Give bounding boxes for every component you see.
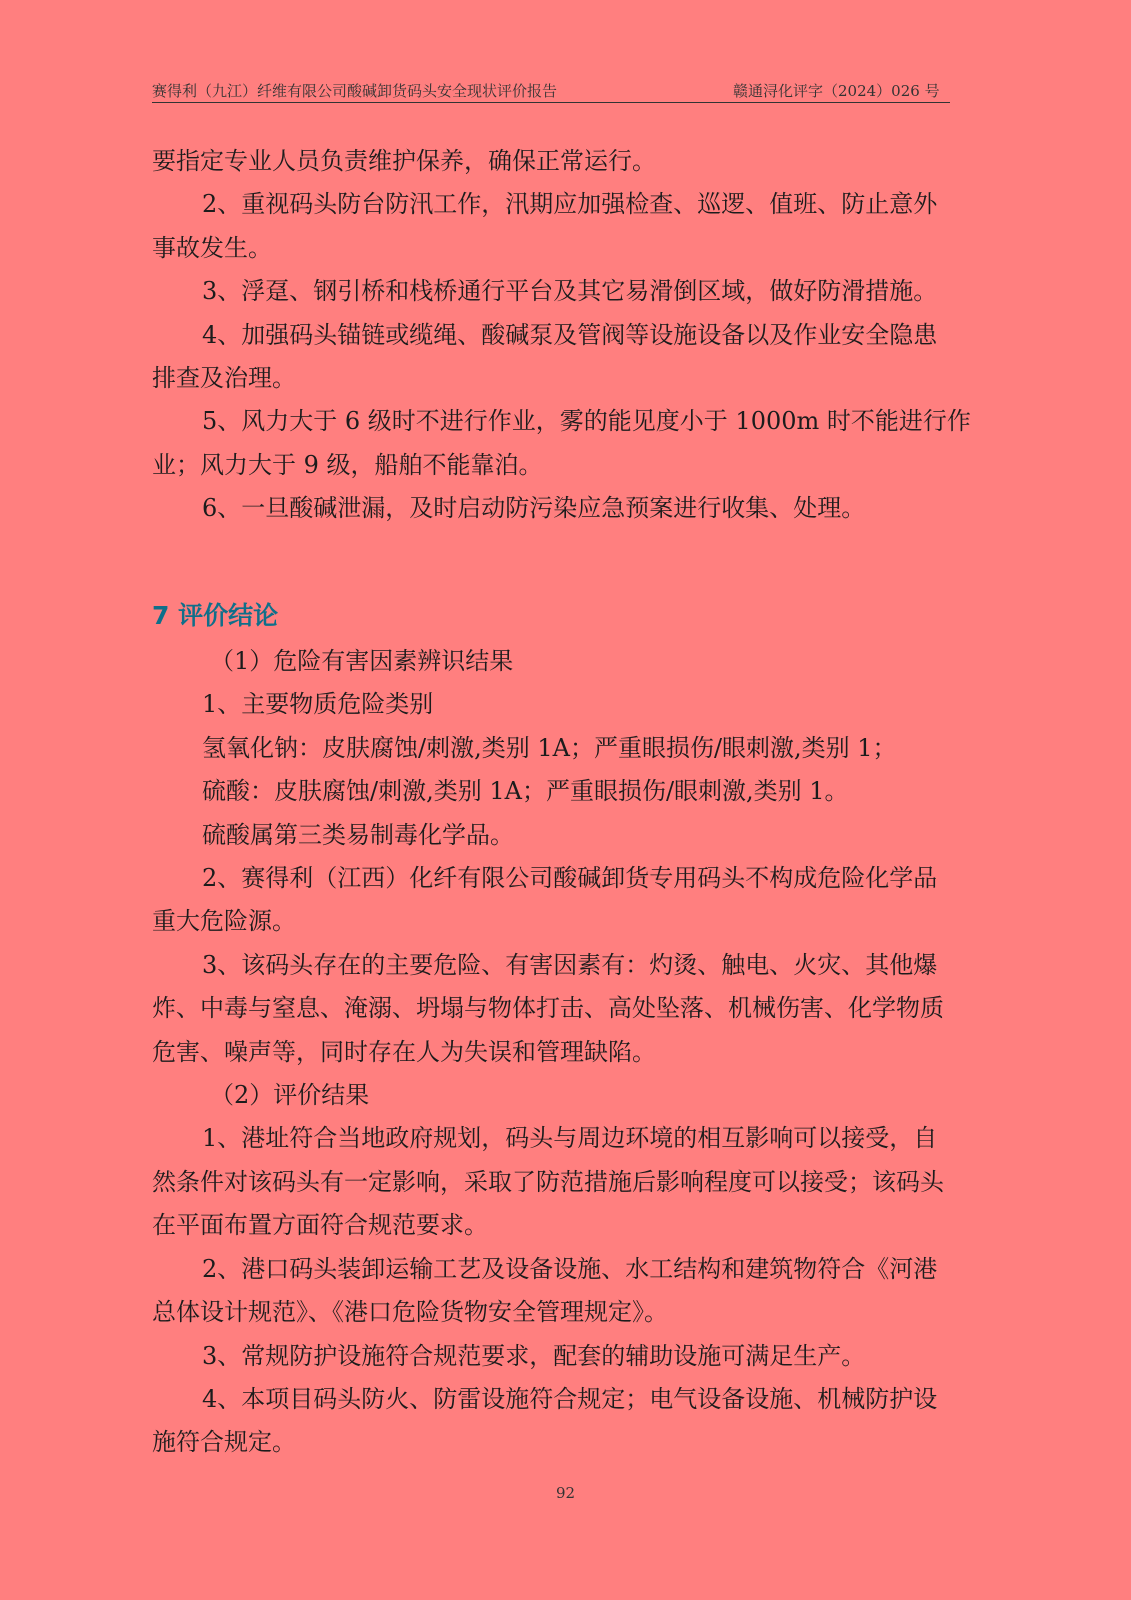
- paragraph-line: 4、加强码头锚链或缆绳、酸碱泵及管阀等设施设备以及作业安全隐患: [202, 320, 938, 349]
- paragraph-line: 4、本项目码头防火、防雷设施符合规定；电气设备设施、机械防护设: [202, 1384, 938, 1413]
- paragraph-line: 硫酸：皮肤腐蚀/刺激,类别 1A；严重眼损伤/眼刺激,类别 1。: [202, 777, 849, 806]
- paragraph-line: 要指定专业人员负责维护保养，确保正常运行。: [152, 147, 656, 175]
- paragraph-line: 炸、中毒与窒息、淹溺、坍塌与物体打击、高处坠落、机械伤害、化学物质: [152, 994, 944, 1023]
- paragraph-line: 5、风力大于 6 级时不进行作业，雾的能见度小于 1000m 时不能进行作: [202, 407, 971, 436]
- paragraph-line: 1、港址符合当地政府规划，码头与周边环境的相互影响可以接受，自: [202, 1124, 938, 1153]
- paragraph-line: 氢氧化钠：皮肤腐蚀/刺激,类别 1A；严重眼损伤/眼刺激,类别 1；: [202, 733, 897, 762]
- paragraph-line: 事故发生。: [152, 233, 272, 262]
- subsection-heading: （2）评价结果: [210, 1081, 370, 1110]
- paragraph-line: 然条件对该码头有一定影响，采取了防范措施后影响程度可以接受；该码头: [152, 1167, 944, 1196]
- paragraph-line: 2、重视码头防台防汛工作，汛期应加强检查、巡逻、值班、防止意外: [202, 190, 938, 219]
- paragraph-line: 6、一旦酸碱泄漏，及时启动防污染应急预案进行收集、处理。: [202, 494, 866, 523]
- running-header: [152, 82, 950, 103]
- paragraph-line: 施符合规定。: [152, 1428, 296, 1457]
- body-text-top: [152, 140, 1022, 531]
- page-number: 92: [555, 1484, 576, 1502]
- header-report-title: 赛得利（九江）纤维有限公司酸碱卸货码头安全现状评价报告: [152, 82, 558, 100]
- paragraph-line: 3、该码头存在的主要危险、有害因素有：灼烫、触电、火灾、其他爆: [202, 950, 938, 979]
- paragraph-line: 2、港口码头装卸运输工艺及设备设施、水工结构和建筑物符合《河港: [202, 1254, 938, 1283]
- paragraph-line: 重大危险源。: [152, 907, 296, 936]
- paragraph-line: 3、常规防护设施符合规范要求，配套的辅助设施可满足生产。: [202, 1341, 866, 1370]
- paragraph-line: 2、赛得利（江西）化纤有限公司酸碱卸货专用码头不构成危险化学品: [202, 864, 938, 893]
- paragraph-line: 1、主要物质危险类别: [202, 690, 434, 719]
- paragraph-line: 排查及治理。: [152, 364, 296, 393]
- paragraph-line: 总体设计规范》、《港口危险货物安全管理规定》。: [152, 1298, 668, 1327]
- header-report-number: 赣通浔化评字（2024）026 号: [733, 82, 940, 100]
- paragraph-line: 业；风力大于 9 级，船舶不能靠泊。: [152, 450, 543, 479]
- body-text-bottom: [152, 640, 1022, 1465]
- subsection-heading: （1）危险有害因素辨识结果: [210, 647, 514, 675]
- paragraph-line: 在平面布置方面符合规范要求。: [152, 1211, 488, 1240]
- section-title: 7 评价结论: [152, 601, 279, 630]
- paragraph-line: 3、浮趸、钢引桥和栈桥通行平台及其它易滑倒区域，做好防滑措施。: [202, 277, 938, 306]
- paragraph-line: 硫酸属第三类易制毒化学品。: [202, 820, 514, 849]
- paragraph-line: 危害、噪声等，同时存在人为失误和管理缺陷。: [152, 1037, 656, 1066]
